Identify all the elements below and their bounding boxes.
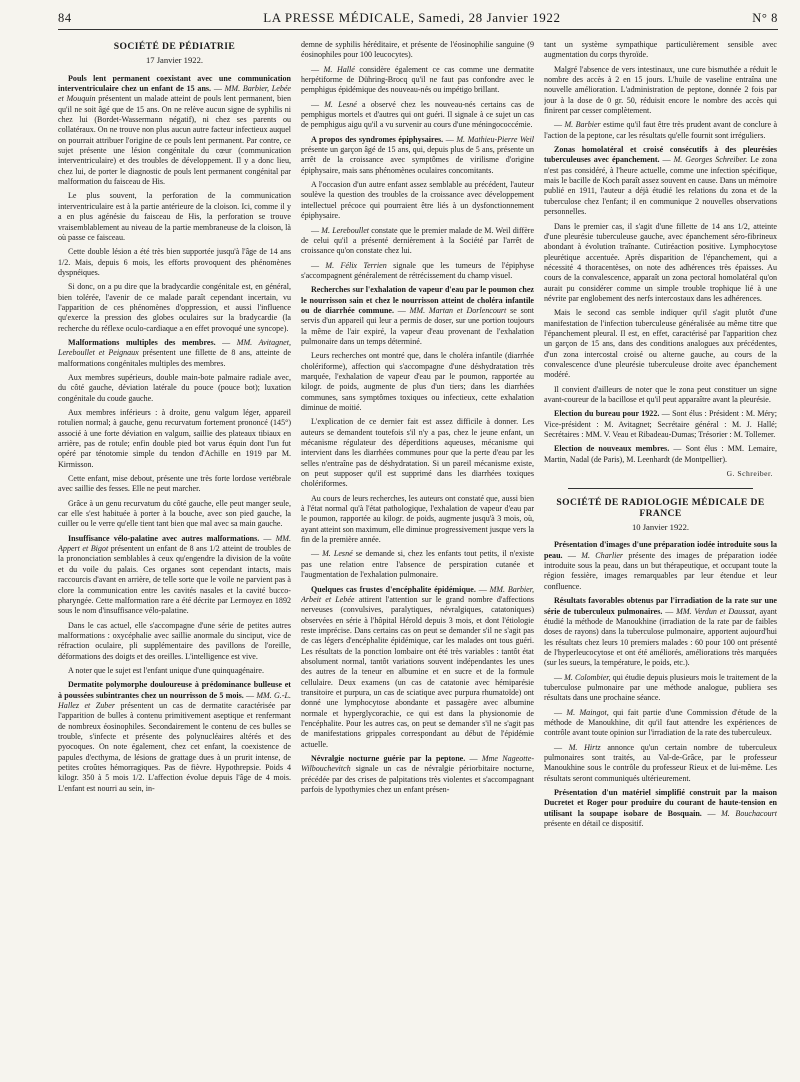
journal-title: LA PRESSE MÉDICALE, Samedi, 28 Janvier 1922 (263, 10, 561, 25)
paragraph: — M. Maingot, qui fait partie d'une Commission d'étude de la méthode de Manoukhine, dit qu'il faut attendre les expériences de contrôle avant toute opinion sur l'irradiation de la rate des tuberculeux. (544, 707, 777, 738)
article-title: Zonas homolatéral et croisé consécutifs à des pleurésies tuberculeuses avec épanchement. (544, 145, 777, 165)
paragraph: — M. Félix Terrien signale que les tumeurs de l'épiphyse s'accompagnent généralement de rétrécissement du champ visuel. (301, 260, 534, 280)
paragraph: — M. Lereboullet constate que le premier malade de M. Weil diffère de celui qu'il a présenté dernièrement à la Société par l'arrêt de croissance qu'on constate chez lui. (301, 225, 534, 256)
article-title: Recherches sur l'exhalation de vapeur d'eau par le poumon chez le nourrisson sain et chez le nourrisson atteint de choléra infantile ou de diarrhée commune. (301, 285, 534, 315)
section-title-radiologie: SOCIÉTÉ DE RADIOLOGIE MÉDICALE DE FRANCE (556, 497, 765, 519)
paragraph: Aux membres inférieurs : à droite, genu valgum léger, appareil rotulien normal; à gauche, genu recurvatum fortement prononcé (145°) associé à une forte déviation en valgum, saillie des plateaux tibiaux en arrière, pas de rotule; enfin double pied bot varus équin dont l'un fut opéré par ténotomie simple du tendon d'Achille en 1919 par M. Kirmisson. (58, 408, 291, 469)
article-authors: MM. Avitagnet, Lereboullet et Peignaux (58, 337, 291, 358)
article-title: Résultats favorables obtenus par l'irradiation de la rate sur une série de tuberculeux pulmonaires. (544, 596, 777, 616)
section-date: 10 Janvier 1922. (631, 522, 690, 533)
paragraph: Leurs recherches ont montré que, dans le choléra infantile (diarrhée cholériforme), affection qui s'accompagne d'une déshydratation très marquée, l'exhalation de vapeur d'eau par le poumon, rapportée au kilogr. de poids, augmente de plus d'un tiers; dans les diarrhées communes, sans symptômes toxiques ou infectieux, cette exhalation diminue de moitié. (301, 351, 534, 412)
paragraph-text: qui étudie depuis plusieurs mois le traitement de la tuberculose pulmonaire par une méthode analogue, publiera ses résultats dans une prochaine séance. (544, 672, 777, 703)
article-authors: MM. Appert et Bigot (58, 533, 291, 554)
article-nevralgie: Névralgie nocturne guérie par la peptone. — Mme Nageotte-Wilbouchevitch signale un cas de névralgie périorbitaire nocturne, précédée par des crises de palpitations très violentes et s'accompagnant parfois de lypothymies chez un enfant présen- (301, 754, 534, 795)
speaker-name: M. Barbier (564, 120, 601, 130)
paragraph-text: estime qu'il faut être très prudent avant de conclure à l'action de la peptone, car les résultats qu'elle fournit sont irréguliers. (544, 120, 777, 140)
page-number: 84 (58, 11, 72, 25)
article-title: Dermatite polymorphe douloureuse à prédominance bulleuse et à poussées subintrantes chez un nourrisson de 5 mois. (58, 680, 291, 700)
article-text: Sont élus : MM. Lemaire, Martin, Nadal (de Paris), M. Leenhardt (de Montpellier). (544, 444, 777, 464)
article-authors: M. Mathieu-Pierre Weil (456, 134, 534, 144)
paragraph: A l'occasion d'un autre enfant assez semblable au précédent, l'auteur soulève la question des troubles de la croissance avec développement intellectuel précoce qui pourraient être liés à un dysfonctionnement épiphysaire. (301, 180, 534, 221)
speaker-name: M. Hirtz (568, 742, 601, 752)
paragraph: Cette double lésion a été très bien supportée jusqu'à l'âge de 14 ans 1/2. Mais, depuis 6 mois, les efforts provoquent des phénomènes dyspnéiques. (58, 247, 291, 277)
article-encephalite: Quelques cas frustes d'encéphalite épidémique. — MM. Barbier, Arbeit et Lebée attirent l'attention sur le grand nombre d'affections nerveuses (convulsives, paralytiques, névralgiques, catatoniques) observées en série à l'hôpital Hérold depuis 3 mois, et dont l'étiologie reste imprécise. Dans certains cas on peut se demander s'il ne s'agit pas de cas légers d'encéphalite épidémique, car les malades ont tous guéri. Les résultats de la ponction lombaire ont été très variables : tantôt état absolument normal, tantôt variations souvent indépendantes les unes des autres de la teneur en albumine et en sucre et de la formule cellulaire. Deux examens (un cas de catatonie avec hémiparésie transitoire et purpura, un cas de sciatique avec purpura rhumatoïde) ont donné une lymphocytose abondante et passagère avec albumine normale et hyperglycorachie, ce qui est dans la physionomie de l'encéphalite. Pour les autres cas, on peut se demander s'il ne s'agit pas de manifestations grippales correspondant au début de l'épidémie actuelle. (301, 584, 534, 749)
article-text: présente des images de préparation iodée introduite sous la peau, dans un but thérapeutique, et occupant toute la région fessière, images remarquables par leur étendue et leur confluence. (544, 550, 777, 591)
article-authors: MM. G.-L. Hallez et Zuber (58, 690, 291, 710)
article-pouls-lent: Pouls lent permanent coexistant avec une communication interventriculaire chez un enfant de 15 ans. — MM. Barbier, Lebée et Mouquin présentent un malade atteint de pouls lent permanent, bien qu'il ne soit âgé que de 15 ans. On ne relève aucun signe de syphilis ni chez lui (Bordet-Wassermann négatif), ni chez ses parents ou collatéraux. On ne trouve non plus aucun autre facteur infectieux auquel on pourrait attribuer l'origine de ce pouls lent permanent. Par contre, ce sujet présente une lésion congénitale du cœur (communication interventriculaire) et des troubles de développement. Il y a donc lieu, chez lui, de porter le diagnostic de pouls lent permanent congénital par malformation du faisceau de His. (58, 73, 291, 187)
article-authors: MM. Barbier, Lebée et Mouquin (58, 84, 291, 104)
paragraph-text: se demande si, chez les enfants tout petits, il n'existe pas une relation entre l'absence de perspiration cutanée et l'augmentation de l'exhalation pulmonaire. (301, 549, 534, 580)
article-preparation-iodee: Présentation d'images d'une préparation iodée introduite sous la peau. — M. Charlier présente des images de préparation iodée introduite sous la peau, dans un but thérapeutique, et occupant toute la région fessière, images remarquables par leur étendue et leur confluence. (544, 540, 777, 591)
article-text: présente en détail ce dispositif. (544, 819, 644, 829)
article-text: Sont élus : Président : M. Méry; Vice-président : M. Avitagnet; Secrétaire général : M. J. Hallé; Secrétaires : MM. V. Veau et Ribadeau-Dumas; Trésorier : M. Tollemer. (544, 409, 777, 440)
paragraph: — M. Colombier, qui étudie depuis plusieurs mois le traitement de la tuberculose pulmonaire par une méthode analogue, publiera ses résultats dans une prochaine séance. (544, 672, 777, 703)
article-text: présentent un enfant de 8 ans 1/2 atteint de troubles de la prononciation semblables à ceux qu'engendre la division de la voûte et du voile du palais. Ces organes sont cependant intacts, mais raccourcis d'avant en arrière, de telle sorte que le voile ne parvient pas à clore la communication entre les cavités nasales et la cavité bucco-pharyngée. Cette malformation rare a été décrite par Lermoyez en 1892 sous le nom d'insuffisance vélo-palatine. (58, 544, 291, 616)
paragraph: — M. Hallé considère également ce cas comme une dermatite herpétiforme de Dühring-Brocq qu'il ne faut pas confondre avec le pemphigus épidémique des nouveau-nés ou impétigo brillant. (301, 64, 534, 95)
paragraph: — M. Barbier estime qu'il faut être très prudent avant de conclure à l'action de la peptone, car les résultats qu'elle fournit sont irréguliers. (544, 120, 777, 140)
article-authors: M. Bouchacourt (721, 808, 777, 818)
article-text: attirent l'attention sur le grand nombre d'affections nerveuses (convulsives, paralytiques, névralgiques, catatoniques) observées en série à l'hôpital Hérold depuis 3 mois, et dont l'étiologie reste imprécise. Dans certains cas on peut se demander s'il ne s'agit pas de cas légers d'encéphalite épidémique, car les malades ont tous guéri. Les résultats de la ponction lombaire ont été très variables : tantôt état absolument normal, tantôt variations souvent indépendantes les unes des autres de la teneur en albumine et en sucre et de la formule cellulaire. Deux examens (un cas de catatonie avec hémiparésie transitoire et purpura, un cas de sciatique avec purpura rhumatoïde) ont donné une lymphocytose abondante et passagère avec albumine normale et hyperglycorachie, ce qui est dans la physionomie de l'encéphalite. Pour les autres cas, on peut se demander s'il ne s'agit pas de manifestations grippales correspondant au début de l'épidémie actuelle. (301, 594, 534, 749)
paragraph-text: qui fait partie d'une Commission d'étude de la méthode de Manoukhine, dit qu'il faut attendre les expériences de contrôle avant toute opinion sur l'irradiation de la rate des tuberculeux. (544, 707, 777, 738)
article-authors: M. Charlier (581, 550, 624, 560)
article-text: signale un cas de névralgie périorbitaire nocturne, précédée par des crises de palpitations très violentes et s'accompagnant parfois de lypothymies chez un enfant présen- (301, 764, 534, 795)
paragraph: — M. Lesné se demande si, chez les enfants tout petits, il n'existe pas une relation entre l'absence de perspiration cutanée et l'augmentation de l'exhalation pulmonaire. (301, 549, 534, 580)
paragraph: Mais le second cas semble indiquer qu'il s'agit plutôt d'une manifestation de l'infection tuberculeuse généralisée au même titre que l'épanchement pleural. Il est, en effet, caractérisé par l'apparition chez un garçon de 15 ans, dans des conditions analogues aux précédentes, d'un zona intercostal croisé ou alterne gauche, au cours de la convalescence d'une pleurésie tuberculeuse droite avec épanchement modéré. (544, 308, 777, 380)
article-authors: Mme Nageotte-Wilbouchevitch (301, 754, 534, 774)
speaker-name: M. Colombier, (564, 672, 611, 682)
paragraph: Cette enfant, mise debout, présente une très forte lordose vertébrale avec saillie des fesses. Elle ne peut marcher. (58, 474, 291, 494)
article-text: présente un garçon âgé de 15 ans, qui, depuis plus de 5 ans, présente un arrêt de la croissance avec symptômes de virilisme d'origine épiphysaire, mais sans phénomènes oculaires concomitants. (301, 145, 534, 175)
speaker-name: M. Félix Terrien (325, 260, 387, 270)
paragraph-text: constate que le premier malade de M. Weil diffère de celui qu'il a présenté dernièrement à la Société par l'arrêt de croissance qu'on constate chez lui. (301, 225, 534, 256)
paragraph: — M. Hirtz annonce qu'un certain nombre de tuberculeux pulmonaires sont traités, au Val-de-Grâce, par le professeur Manoukhine sous le contrôle du professeur Rieux et de lui-même. Les résultats seront communiqués ultérieurement. (544, 742, 777, 783)
article-title: Présentation d'images d'une préparation iodée introduite sous la peau. (544, 540, 777, 560)
article-title: Election du bureau pour 1922. (554, 409, 660, 419)
election-bureau: Election du bureau pour 1922. — Sont élus : Président : M. Méry; Vice-président : M. Avitagnet; Secrétaire général : M. J. Hallé; Secrétaires : MM. V. Veau et Ribadeau-Dumas; Trésorier : M. Tollemer. (544, 409, 777, 440)
column-3 (544, 40, 777, 1080)
speaker-name: M. Lereboullet (321, 225, 370, 235)
column-1 (58, 40, 291, 1080)
article-exhalation: Recherches sur l'exhalation de vapeur d'eau par le poumon chez le nourrisson sain et chez le nourrisson atteint de choléra infantile ou de diarrhée commune. — MM. Martan et Dorlencourt se sont servis d'un appareil qui leur a permis de doser, sur une portion toujours la même de l'air expiré, la vapeur d'eau provenant de l'exhalation pulmonaire dans un temps déterminé. (301, 285, 534, 346)
section-title-pediatrie: SOCIÉTÉ DE PÉDIATRIE (113, 41, 236, 52)
article-title: A propos des syndromes épiphysaires. (311, 134, 444, 144)
article-authors: MM. Verdun et Daussat, (676, 606, 757, 616)
paragraph-text: considère également ce cas comme une dermatite herpétiforme de Dühring-Brocq qu'il ne faut pas confondre avec le pemphigus épidémique des nouveau-nés ou impétigo brillant. (301, 64, 534, 95)
paragraph: Grâce à un genu recurvatum du côté gauche, elle peut manger seule, car elle s'est habituée à porter à la bouche, avec son pied gauche, la cuiller ou le verre qu'elle tient tant bien que mal avec sa main gauche. (58, 498, 291, 529)
article-text: Le zona n'est pas considéré, à l'heure actuelle, comme une infection spécifique, mais le bacille de Koch paraît assez souvent en cause. Dans un mémoire publié en 1911, l'auteur a déjà étudié les relations du zona et de la tuberculose chez l'enfant; il en communique 2 nouvelles observations personnelles. (544, 155, 777, 217)
article-authors: M. Georges Schreiber. (673, 155, 748, 165)
speaker-name: M. Lesné (324, 99, 357, 109)
article-title: Malformations multiples des membres. (68, 337, 216, 347)
column-2 (301, 40, 534, 1080)
article-title: Névralgie nocturne guérie par la peptone. (311, 754, 466, 763)
article-zonas: Zonas homolatéral et croisé consécutifs à des pleurésies tuberculeuses avec épanchement. — M. Georges Schreiber. Le zona n'est pas considéré, à l'heure actuelle, comme une infection spécifique, mais le bacille de Koch paraît assez souvent en cause. Dans un mémoire publié en 1911, l'auteur a déjà étudié les relations du zona et de la tuberculose chez l'enfant; il en communique 2 nouvelles observations personnelles. (544, 145, 777, 217)
paragraph: L'explication de ce dernier fait est assez difficile à donner. Les auteurs se demandent toutefois s'il n'y a pas, chez le jeune enfant, un mécanisme régulateur des déperditions aqueuses, mécanisme qui intervient dans les diarrhées communes pour que la perte d'eau par les selles n'entraîne pas de déshydratation. Si un pareil mécanisme existe, on peut supposer qu'il est supprimé dans les diarrhées toxiques cholériformes. (301, 417, 534, 489)
speaker-name: M. Maingot, (566, 707, 609, 717)
issue-number: N° 8 (752, 11, 778, 25)
article-materiel: Présentation d'un matériel simplifié construit par la maison Ducretet et Roger pour produire du courant de haute-tension en utilisant la soupape isobare de Bosquain. — M. Bouchacourt présente en détail ce dispositif. (544, 788, 777, 829)
paragraph: A noter que le sujet est l'enfant unique d'une quinquagénaire. (68, 665, 264, 675)
article-malformations: Malformations multiples des membres. — MM. Avitagnet, Lereboullet et Peignaux présentent une fillette de 8 ans, atteinte de malformations congénitales multiples des membres. (58, 337, 291, 368)
article-title: Présentation d'un matériel simplifié construit par la maison Ducretet et Roger pour produire du courant de haute-tension en utilisant la soupape isobare de Bosquain. (544, 788, 777, 818)
columns (58, 40, 778, 1080)
article-title: Pouls lent permanent coexistant avec une communication interventriculaire chez un enfant de 15 ans. (58, 73, 291, 94)
paragraph: Aux membres supérieurs, double main-bote palmaire radiale avec, du côté gauche, déviation latérale du pouce (pouce bot); luxation congénitale du coude gauche. (58, 372, 291, 403)
paragraph: demne de syphilis héréditaire, et présente de l'éosinophilie sanguine (9 éosinophiles pour 100 leucocytes). (301, 40, 534, 60)
article-authors: MM. Barbier, Arbeit et Lebée (301, 584, 534, 604)
paragraph: Dans le cas actuel, elle s'accompagne d'une série de petites autres malformations : oxycéphalie avec saillie anormale du sinciput, vice de réfraction oculaire, pli supplémentaire des pavillons de l'oreille, déformations des doigts et des oreilles. L'intelligence est vive. (58, 620, 291, 661)
paragraph-text: annonce qu'un certain nombre de tuberculeux pulmonaires sont traités, au Val-de-Grâce, par le professeur Manoukhine sous le contrôle du professeur Rieux et de lui-même. Les résultats seront communiqués ultérieurement. (544, 742, 777, 783)
article-text: présentent un cas de dermatite caractérisée par l'apparition de bulles à contenu primitivement aseptique et renfermant de nombreux éosinophiles. Secondairement le contenu de ces bulles se trouble, s'infecte et présente des polynucléaires altérés et des pyocoques. On note également, chez cet enfant, la coexistence de papules d'ecthyma, de lésions de grattage dues à un prurit intense, de petites croûtes hémorragiques. Pas de fièvre. Hypothrepsie. Poids 4 kilogr. 350 à 5 mois 1/2. L'affection évolue depuis l'âge de 4 mois. L'enfant est nourri au sein, in- (58, 700, 291, 793)
article-text: présentent un malade atteint de pouls lent permanent, bien qu'il ne soit âgé que de 15 ans. On ne relève aucun signe de syphilis ni chez lui (Bordet-Wassermann négatif), ni chez ses parents ou collatéraux. On ne trouve non plus aucun autre facteur infectieux auquel on pourrait attribuer l'origine de ce pouls lent permanent. Par contre, ce sujet présente une lésion congénitale du cœur (communication interventriculaire) et des troubles de développement. Il y a donc lieu, chez lui, de porter le diagnostic de pouls lent permanent congénital par malformation du faisceau de His. (58, 94, 291, 187)
article-text: se sont servis d'un appareil qui leur a permis de doser, sur une portion toujours la même de l'air expiré, la vapeur d'eau provenant de l'exhalation pulmonaire dans un temps déterminé. (301, 305, 534, 346)
article-epiphysaires: A propos des syndromes épiphysaires. — M. Mathieu-Pierre Weil présente un garçon âgé de 15 ans, qui, depuis plus de 5 ans, présente un arrêt de la croissance avec symptômes de virilisme d'origine épiphysaire, mais sans phénomènes oculaires concomitants. (301, 134, 534, 175)
paragraph-text: signale que les tumeurs de l'épiphyse s'accompagnent généralement de rétrécissement du champ visuel. (301, 260, 534, 280)
article-text: présentent une fillette de 8 ans, atteinte de malformations congénitales multiples des membres. (58, 348, 291, 368)
paragraph: Il convient d'ailleurs de noter que le zona peut constituer un signe avant-coureur de la bacillose et qu'il peut apparaître avant la pleurésie. (544, 384, 777, 404)
speaker-name: M. Lesné (322, 549, 353, 559)
section-divider (568, 488, 753, 489)
article-text: ayant étudié la méthode de Manoukhine (irradiation de la rate par de faibles doses de rayons) dans la tuberculose pulmonaire, apportent aujourd'hui les résultats chez leurs 10 premiers malades : 60 pour 100 ont présenté de l'hyperleucocytose et ont été améliorés, améliorations très marquées (sur les sueurs, la température, le poids, etc.). (544, 606, 777, 668)
paragraph: — M. Lesné a observé chez les nouveau-nés certains cas de pemphigus mortels et d'autres qui ont guéri. Il signale à ce sujet un cas de pemphigus aigu qu'il a vu survenir au cours d'une méningococcémie. (301, 99, 534, 130)
running-header (58, 10, 778, 30)
paragraph: Au cours de leurs recherches, les auteurs ont constaté que, aussi bien à l'état normal qu'à l'état pathologique, l'exhalation de vapeur d'eau par le poumon, rapportée au kilogr. de poids, augmente jusqu'à 3 mois, où, ayant atteint son maximum, elle diminue progressivement jusque vers la fin de la première année. (301, 493, 534, 545)
article-title: Insuffisance vélo-palatine avec autres malformations. (68, 533, 260, 543)
paragraph: Malgré l'absence de vers intestinaux, une cure bismuthée a réduit le nombre des accès à 2 en 15 jours. L'huile de vaseline entraîna une nouvelle amélioration. L'administration de peptone, donnée 2 fois par jour à la dose de 0 gr. 50, réduisit encore le nombre des accès qui finirent par cesser complètement. (544, 64, 777, 116)
paragraph: Le plus souvent, la perforation de la communication interventriculaire est à la partie antérieure de la cloison. Ici, comme il y a en plus agénésie du faisceau de His, la perforation se trouve vraisemblablement au niveau de la partie membraneuse de la cloison, là où passe ce faisceau. (58, 191, 291, 242)
paragraph: tant un système sympathique particulièrement sensible avec augmentation du corps thyroïde. (544, 40, 777, 60)
article-irradiation-rate: Résultats favorables obtenus par l'irradiation de la rate sur une série de tuberculeux pulmonaires. — MM. Verdun et Daussat, ayant étudié la méthode de Manoukhine (irradiation de la rate par de faibles doses de rayons) dans la tuberculose pulmonaire, apportent aujourd'hui les résultats chez leurs 10 premiers malades : 60 pour 100 ont présenté de l'hyperleucocytose et ont été améliorés, améliorations très marquées (sur les sueurs, la température, le poids, etc.). (544, 596, 777, 668)
signature: G. Schreiber. (726, 469, 773, 479)
article-title: Election de nouveaux membres. (554, 444, 670, 454)
paragraph: Dans le premier cas, il s'agit d'une fillette de 14 ans 1/2, atteinte d'une pleurésie tuberculeuse gauche, avec épanchement séro-fibrineux abondant à évolution traînante. Cutiréaction positive. Lymphocytose pleurétique accentuée. Après disparition de l'épanchement, qui a nécessité 4 thoracentèses, on note des adhérences très épaisses. Au cours de la convalescence, apparaît un zona pectoral homolatéral qu'on aurait pu considérer comme un simple trouble trophique lié à une névrite par englobement des nerfs intercostaux dans les adhérences. (544, 221, 777, 303)
paragraph-text: a observé chez les nouveau-nés certains cas de pemphigus mortels et d'autres qui ont guéri. Il signale à ce sujet un cas de pemphigus aigu qu'il a vu survenir au cours d'une méningococcémie. (301, 99, 534, 130)
article-authors: MM. Martan et Dorlencourt (409, 305, 507, 315)
article-dermatite: Dermatite polymorphe douloureuse à prédominance bulleuse et à poussées subintrantes chez un nourrisson de 5 mois. — MM. G.-L. Hallez et Zuber présentent un cas de dermatite caractérisée par l'apparition de bulles à contenu primitivement aseptique et renfermant de nombreux éosinophiles. Secondairement le contenu de ces bulles se trouble, s'infecte et présente des polynucléaires altérés et des pyocoques. On note également, chez cet enfant, la coexistence de papules d'ecthyma, de lésions de grattage dues à un prurit intense, de petites croûtes hémorragiques. Pas de fièvre. Hypothrepsie. Poids 4 kilogr. 350 à 5 mois 1/2. L'affection évolue depuis l'âge de 4 mois. L'enfant est nourri au sein, in- (58, 680, 291, 793)
paragraph: Si donc, on a pu dire que la bradycardie congénitale est, en général, bien tolérée, l'avenir de ce malade paraît cependant incertain, vu l'apparition de ces phénomènes d'oppression, et aussi l'influence qu'exerce la pression des globes oculaires sur la bradycardie (la recherche du réflexe oculo-cardiaque a en effet provoqué une syncope). (58, 282, 291, 333)
election-membres: Election de nouveaux membres. — Sont élus : MM. Lemaire, Martin, Nadal (de Paris), M. Leenhardt (de Montpellier). (544, 444, 777, 464)
article-title: Quelques cas frustes d'encéphalite épidémique. (311, 584, 476, 594)
article-insuffisance: Insuffisance vélo-palatine avec autres malformations. — MM. Appert et Bigot présentent un enfant de 8 ans 1/2 atteint de troubles de la prononciation semblables à ceux qu'engendre la division de la voûte et du voile du palais. Ces organes sont cependant intacts, mais raccourcis d'avant en arrière, de telle sorte que le voile ne parvient pas à clore la communication entre les cavités nasales et la cavité bucco-pharyngée. Cette malformation rare a été décrite par Lermoyez en 1892 sous le nom d'insuffisance vélo-palatine. (58, 533, 291, 616)
section-date: 17 Janvier 1922. (145, 55, 204, 66)
speaker-name: M. Hallé (323, 64, 355, 74)
